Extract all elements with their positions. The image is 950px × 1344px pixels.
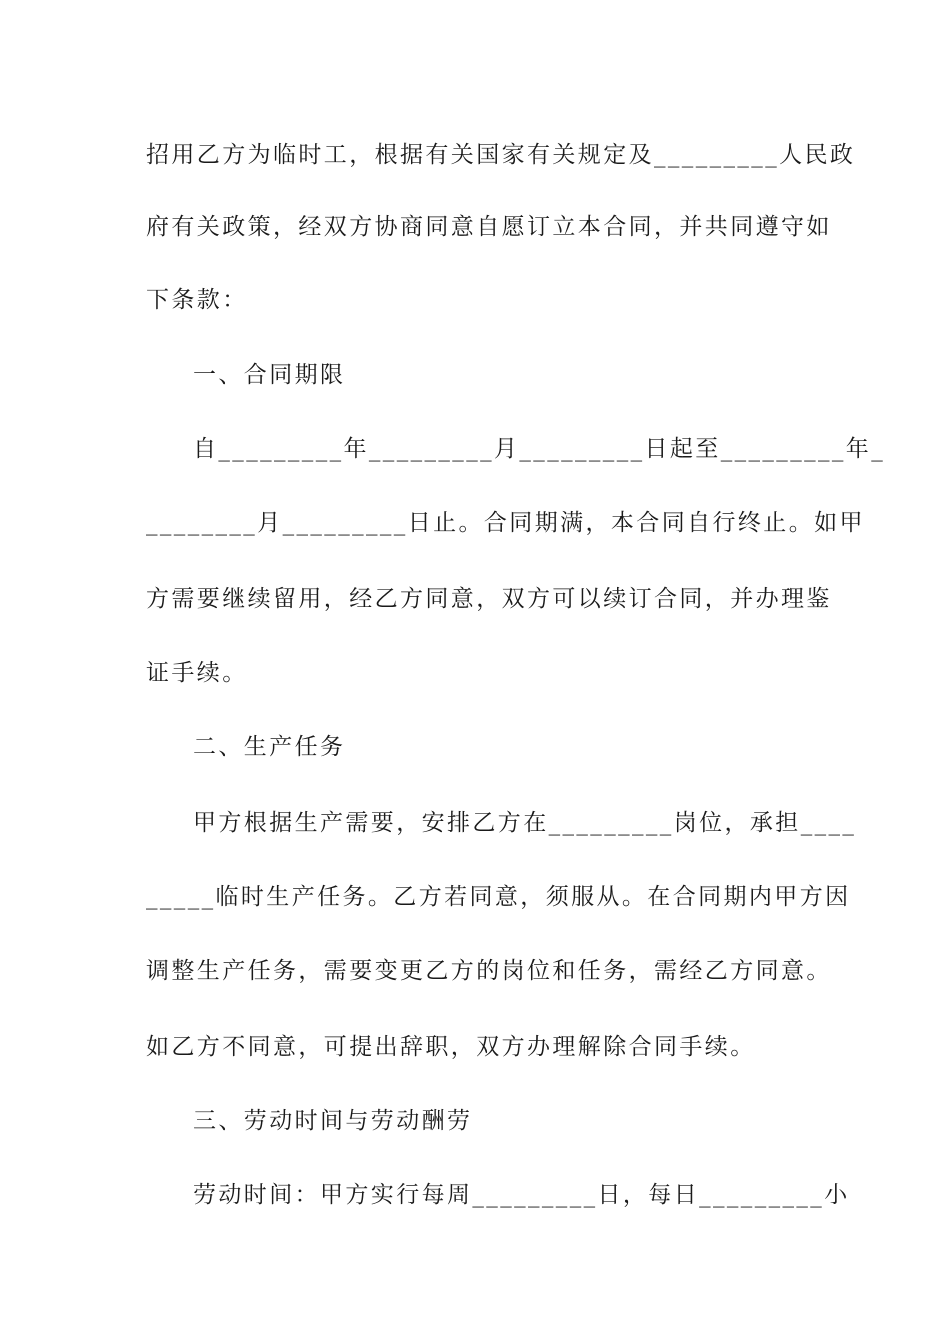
task-line-2: _____临时生产任务。乙方若同意，须服从。在合同期内甲方因: [146, 884, 851, 910]
term-line-2: ________月_________日止。合同期满，本合同自行终止。如甲: [146, 510, 865, 536]
term-line-3: 方需要继续留用，经乙方同意，双方可以续订合同，并办理鉴: [146, 586, 832, 612]
intro-line-1: 招用乙方为临时工，根据有关国家有关规定及_________人民政: [146, 142, 856, 168]
term-line-4: 证手续。: [146, 660, 248, 686]
term-line-1: 自_________年_________月_________日起至_________年_: [193, 436, 886, 462]
intro-line-3: 下条款：: [146, 287, 248, 313]
section-heading-work-hours-pay: 三、劳动时间与劳动酬劳: [193, 1108, 473, 1134]
section-heading-contract-term: 一、合同期限: [193, 362, 346, 388]
hours-line-1: 劳动时间：甲方实行每周_________日，每日_________小: [193, 1182, 850, 1208]
section-heading-production-task: 二、生产任务: [193, 734, 346, 760]
intro-line-2: 府有关政策，经双方协商同意自愿订立本合同，并共同遵守如: [146, 214, 832, 240]
task-line-1: 甲方根据生产需要，安排乙方在_________岗位，承担____: [193, 810, 857, 836]
task-line-4: 如乙方不同意，可提出辞职，双方办理解除合同手续。: [146, 1034, 756, 1060]
task-line-3: 调整生产任务，需要变更乙方的岗位和任务，需经乙方同意。: [146, 958, 832, 984]
